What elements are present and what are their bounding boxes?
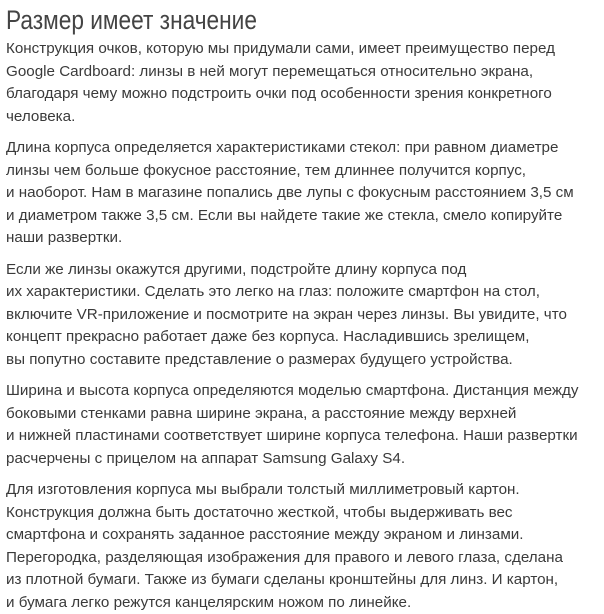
- paragraph-line: включите VR-приложение и посмотрите на экран через линзы. Вы увидите, что: [6, 304, 567, 327]
- paragraph-line: благодаря чему можно подстроить очки под особенности зрения конкретного: [6, 83, 552, 106]
- paragraph-5: [6, 479, 598, 614]
- paragraph-line: боковыми стенками равна ширине экрана, а расстояние между верхней: [6, 403, 516, 426]
- paragraph-line: из плотной бумаги. Также из бумаги сделаны кронштейны для линз. И картон,: [6, 569, 558, 592]
- paragraph-line: Длина корпуса определяется характеристиками стекол: при равном диаметре: [6, 137, 558, 160]
- paragraph-line: Ширина и высота корпуса определяются моделью смартфона. Дистанция между: [6, 380, 578, 403]
- paragraph-line: Google Cardboard: линзы в ней могут перемещаться относительно экрана,: [6, 61, 533, 84]
- paragraph-line: Для изготовления корпуса мы выбрали толстый миллиметровый картон.: [6, 479, 520, 502]
- paragraph-4: [6, 380, 598, 470]
- paragraph-line: и диаметром также 3,5 см. Если вы найдете такие же стекла, смело копируйте: [6, 205, 562, 228]
- paragraph-line: и бумага легко режутся канцелярским ножом по линейке.: [6, 592, 411, 614]
- paragraph-3: [6, 259, 598, 372]
- article-title: Размер имеет значение: [6, 4, 503, 36]
- paragraph-line: линзы чем больше фокусное расстояние, тем длиннее получится корпус,: [6, 160, 526, 183]
- paragraph-line: их характеристики. Сделать это легко на глаз: положите смартфон на стол,: [6, 281, 540, 304]
- paragraph-line: вы попутно составите представление о размерах будущего устройства.: [6, 349, 513, 372]
- paragraph-line: и нижней пластинами соответствует ширине корпуса телефона. Наши развертки: [6, 425, 578, 448]
- paragraph-line: смартфона и сохранять заданное расстояние между экраном и линзами.: [6, 524, 523, 547]
- paragraph-line: Перегородка, разделяющая изображения для правого и левого глаза, сделана: [6, 547, 563, 570]
- paragraph-line: Конструкция должна быть достаточно жесткой, чтобы выдерживать вес: [6, 502, 513, 525]
- paragraph-1: [6, 38, 598, 128]
- paragraph-line: и наоборот. Нам в магазине попались две лупы с фокусным расстоянием 3,5 см: [6, 182, 574, 205]
- paragraph-line: расчерчены с прицелом на аппарат Samsung Galaxy S4.: [6, 448, 405, 471]
- paragraph-line: человека.: [6, 106, 75, 129]
- paragraph-line: концепт прекрасно работает даже без корпуса. Насладившись зрелищем,: [6, 326, 529, 349]
- paragraph-line: наши развертки.: [6, 227, 122, 250]
- paragraph-2: [6, 137, 598, 250]
- paragraph-line: Конструкция очков, которую мы придумали сами, имеет преимущество перед: [6, 38, 555, 61]
- paragraph-line: Если же линзы окажутся другими, подстройте длину корпуса под: [6, 259, 466, 282]
